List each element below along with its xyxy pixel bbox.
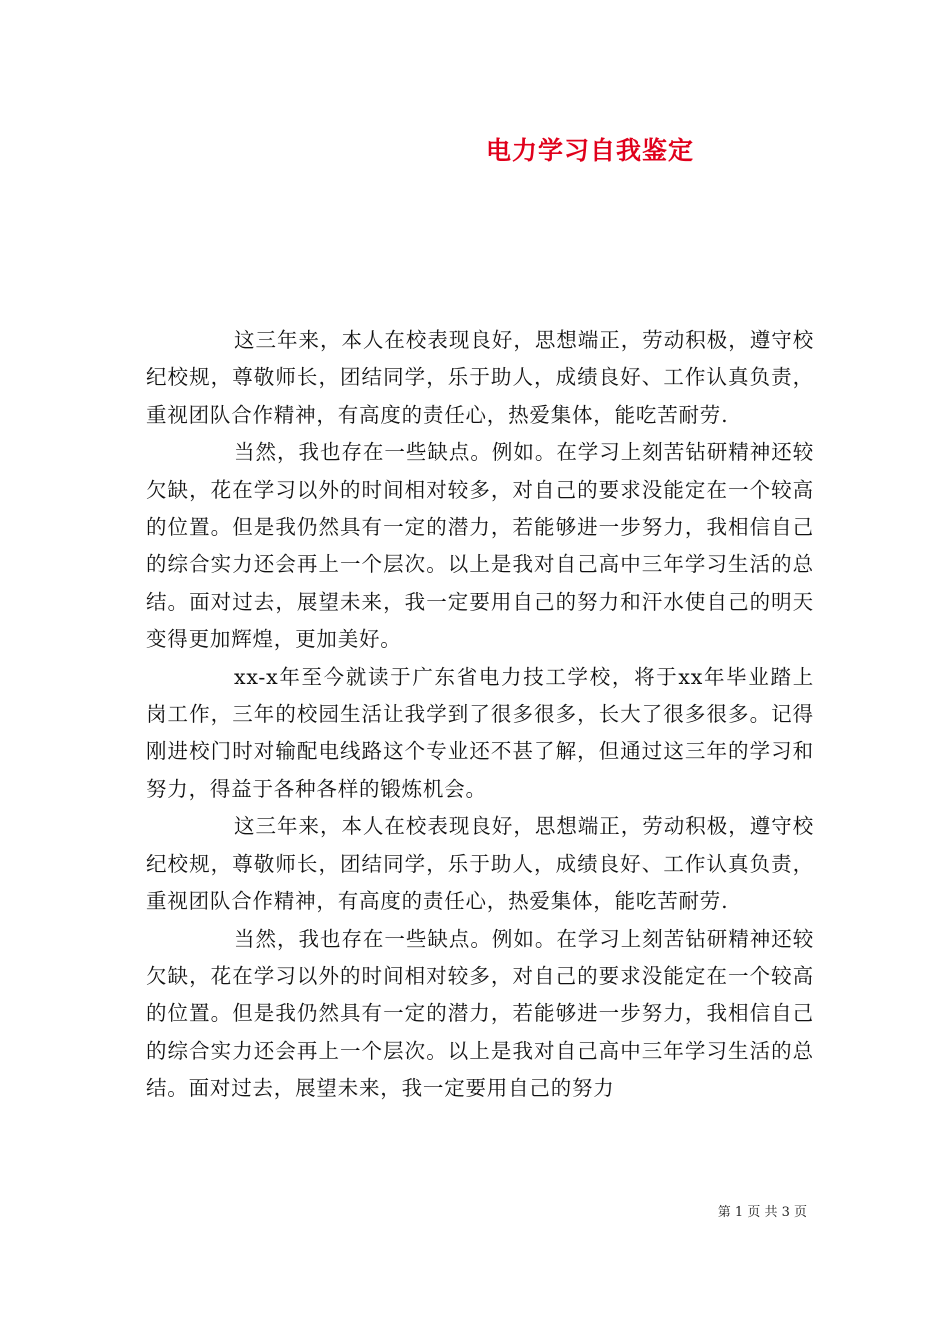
paragraph-4: 这三年来，本人在校表现良好，思想端正，劳动积极，遵守校纪校规，尊敬师长，团结同学，乐于助人，成绩良好、工作认真负责，重视团队合作精神，有高度的责任心，热爱集体，能吃苦耐劳. <box>146 814 814 914</box>
paragraph-1: 这三年来，本人在校表现良好，思想端正，劳动积极，遵守校纪校规，尊敬师长，团结同学，乐于助人，成绩良好、工作认真负责，重视团队合作精神，有高度的责任心，热爱集体，能吃苦耐劳. <box>146 328 814 427</box>
paragraph-3: xx-x年至今就读于广东省电力技工学校，将于xx年毕业踏上岗工作，三年的校园生活让我学到了很多很多，长大了很多很多。记得刚进校门时对输配电线路这个专业还不甚了解，但通过这三年的学习和努力，得益于各种各样的锻炼机会。 <box>146 664 814 801</box>
document-body <box>146 322 814 1108</box>
paragraph-2: 当然，我也存在一些缺点。例如。在学习上刻苦钻研精神还较欠缺，花在学习以外的时间相对较多，对自己的要求没能定在一个较高的位置。但是我仍然具有一定的潜力，若能够进一步努力，我相信自己的综合实力还会再上一个层次。以上是我对自己高中三年学习生活的总结。面对过去，展望未来，我一定要用自己的努力和汗水使自己的明天变得更加辉煌，更加美好。 <box>146 440 814 652</box>
document-title: 电力学习自我鉴定 <box>485 136 694 165</box>
paragraph-5: 当然，我也存在一些缺点。例如。在学习上刻苦钻研精神还较欠缺，花在学习以外的时间相对较多，对自己的要求没能定在一个较高的位置。但是我仍然具有一定的潜力，若能够进一步努力，我相信自己的综合实力还会再上一个层次。以上是我对自己高中三年学习生活的总结。面对过去，展望未来，我一定要用自己的努力 <box>146 926 814 1101</box>
page-number-footer: 第 1 页 共 3 页 <box>717 1205 807 1220</box>
